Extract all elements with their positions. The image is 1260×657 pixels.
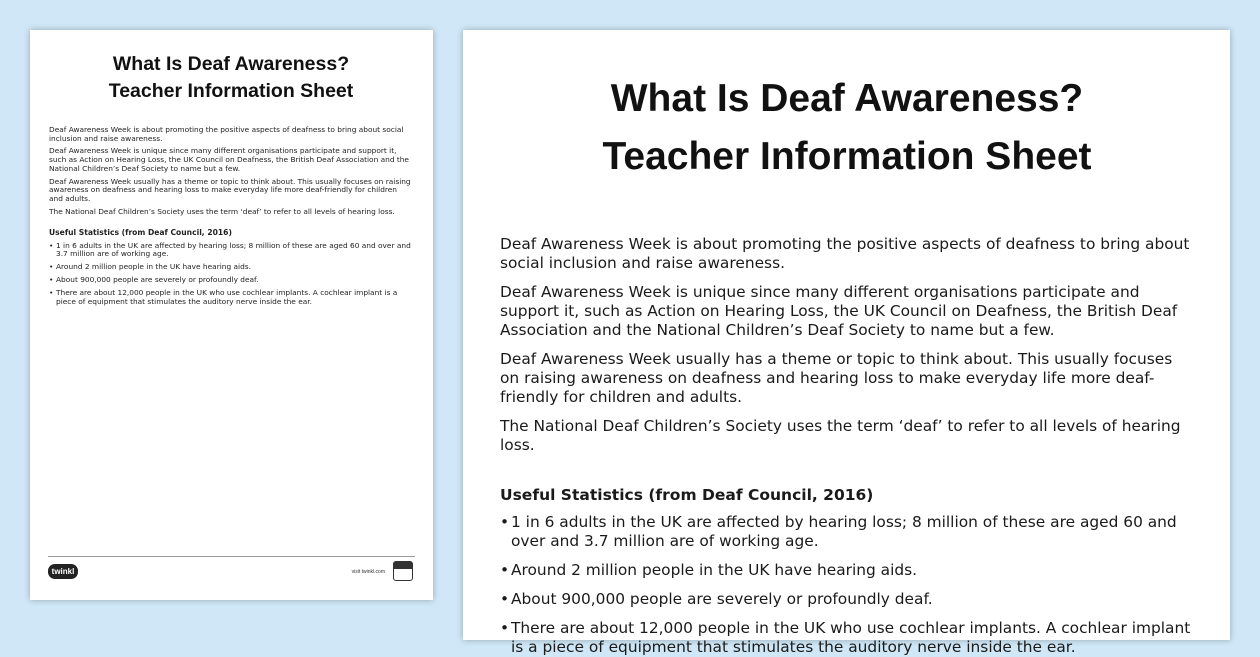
paragraph: The National Deaf Children’s Society uses the term ‘deaf’ to refer to all levels of hearing loss. [49, 206, 395, 216]
footer-url: visit twinkl.com [351, 569, 385, 575]
bullet-icon: • [500, 590, 510, 608]
page-title [500, 70, 1194, 186]
list-item: • About 900,000 people are severely or profoundly deaf. [500, 590, 933, 608]
stats-list [500, 513, 1194, 657]
title-line-1: What Is Deaf Awareness? [112, 53, 350, 75]
bullet-icon: • [500, 513, 510, 531]
page-body [49, 126, 413, 306]
bullet-icon: • [49, 240, 54, 250]
list-item: • 1 in 6 adults in the UK are affected by hearing loss; 8 million of these are aged 60 and over and 3.7 million are of working age. [49, 240, 411, 259]
list-item: • There are about 12,000 people in the UK who use cochlear implants. A cochlear implant is a piece of equipment that stimulates the auditory nerve inside the ear. [500, 619, 1191, 656]
badge-icon [393, 561, 413, 581]
page-body [500, 235, 1194, 657]
list-item: • There are about 12,000 people in the UK who use cochlear implants. A cochlear implant is a piece of equipment that stimulates the auditory nerve inside the ear. [49, 288, 398, 306]
paragraph: Deaf Awareness Week is about promoting the positive aspects of deafness to bring about social inclusion and raise awareness. [500, 235, 1190, 272]
paragraph: Deaf Awareness Week usually has a theme or topic to think about. This usually focuses on raising awareness on deafness and hearing loss to make everyday life more deaf-friendly for children and adults. [49, 176, 411, 203]
stats-heading: Useful Statistics (from Deaf Council, 2016) [49, 228, 232, 238]
paragraph: Deaf Awareness Week is about promoting the positive aspects of deafness to bring about social inclusion and raise awareness. [49, 125, 404, 143]
paragraph: Deaf Awareness Week usually has a theme or topic to think about. This usually focuses on raising awareness on deafness and hearing loss to make everyday life more deaf-friendly for children and adults. [500, 350, 1173, 406]
document-thumbnail [30, 30, 433, 600]
title-line-2: Teacher Information Sheet [602, 135, 1092, 178]
list-item: • Around 2 million people in the UK have hearing aids. [500, 561, 918, 579]
document-zoomed-view [463, 30, 1230, 656]
bullet-icon: • [500, 561, 510, 579]
bullet-icon: • [500, 619, 510, 637]
page-title [49, 51, 413, 105]
bullet-icon: • [49, 262, 54, 272]
list-item: • About 900,000 people are severely or profoundly deaf. [49, 275, 259, 285]
paragraph: Deaf Awareness Week is unique since many different organisations participate and support it, such as Action on Hearing Loss, the UK Council on Deafness, the British Deaf Association and the National Children’s Deaf Society to name but a few. [49, 146, 409, 173]
twinkl-logo: twinkl [48, 564, 78, 579]
paragraph: Deaf Awareness Week is unique since many different organisations participate and support it, such as Action on Hearing Loss, the UK Council on Deafness, the British Deaf Association and the National Children’s Deaf Society to name but a few. [500, 283, 1178, 339]
title-line-2: Teacher Information Sheet [108, 80, 354, 102]
title-line-1: What Is Deaf Awareness? [610, 77, 1084, 120]
bullet-icon: • [49, 288, 54, 298]
bullet-icon: • [49, 275, 54, 285]
paragraph: The National Deaf Children’s Society uses the term ‘deaf’ to refer to all levels of hearing loss. [500, 417, 1181, 454]
stats-list [49, 242, 413, 306]
page-footer [48, 556, 415, 583]
list-item: • 1 in 6 adults in the UK are affected by hearing loss; 8 million of these are aged 60 and over and 3.7 million are of working age. [500, 513, 1177, 550]
list-item: • Around 2 million people in the UK have hearing aids. [49, 262, 251, 272]
stats-heading: Useful Statistics (from Deaf Council, 2016) [500, 486, 874, 504]
